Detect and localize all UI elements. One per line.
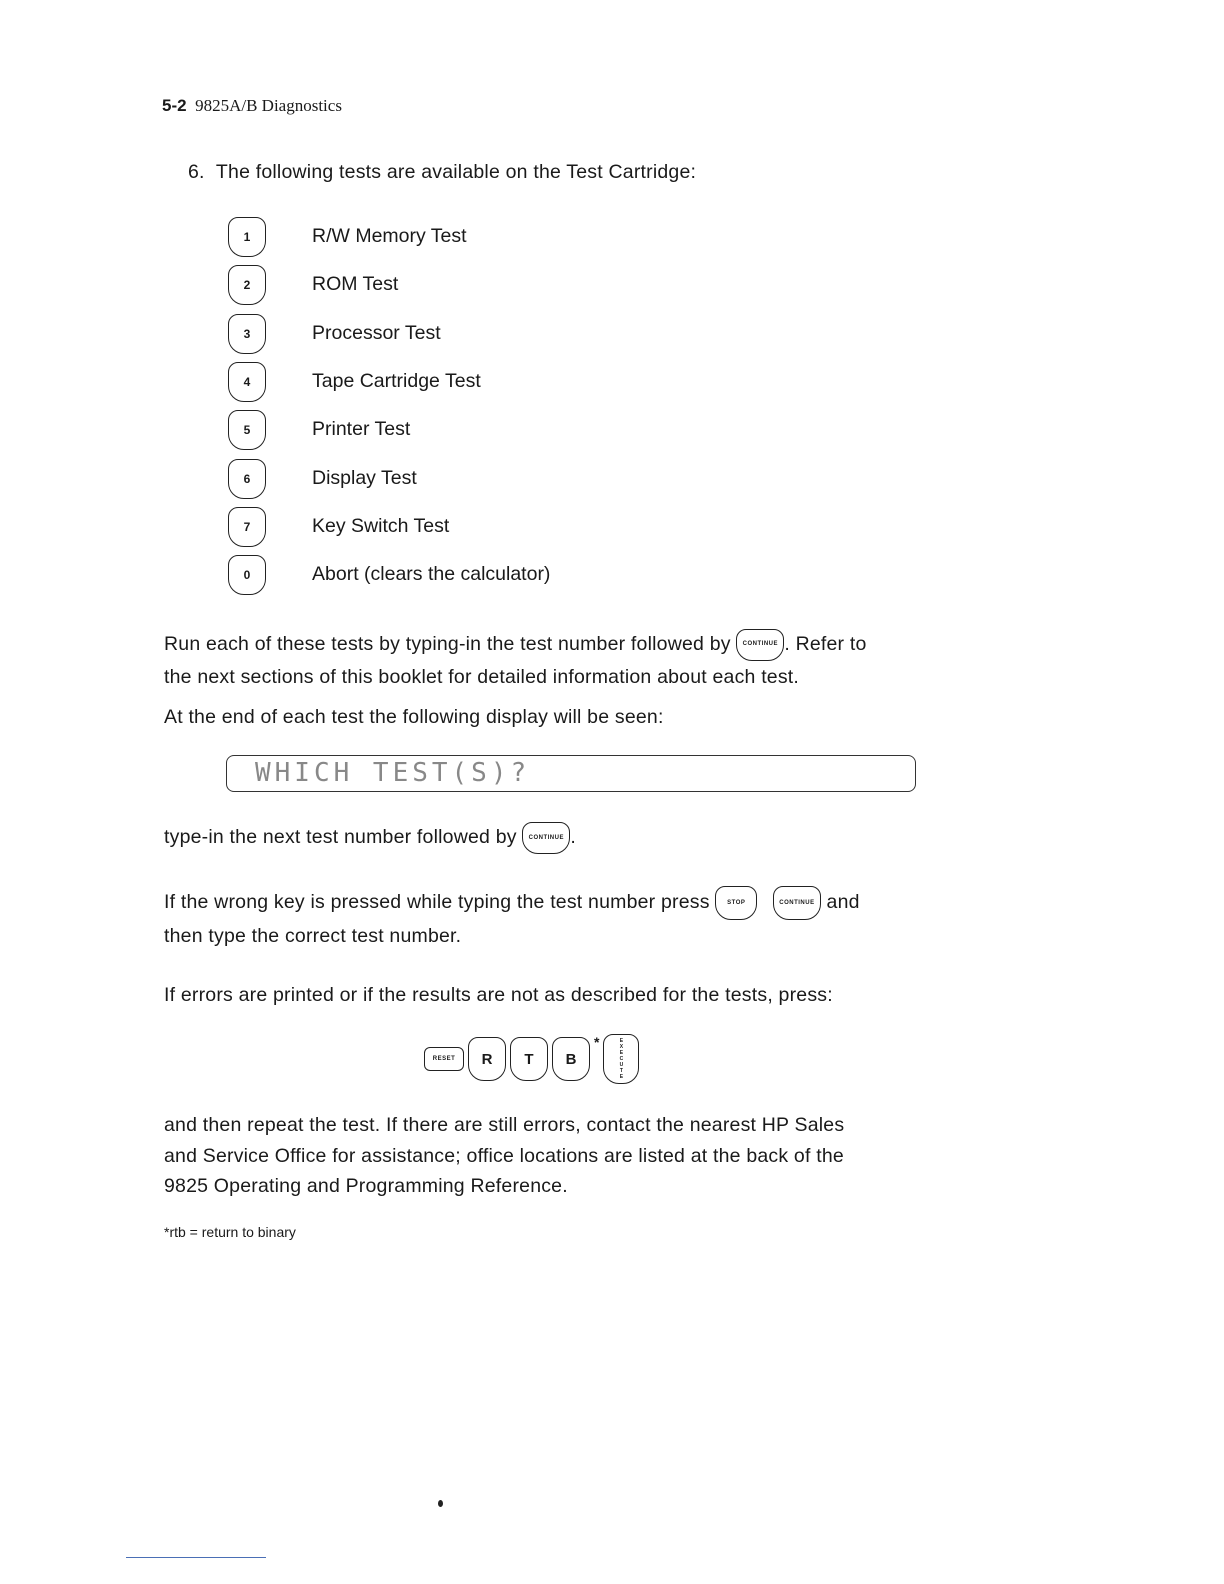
test-label: R/W Memory Test xyxy=(312,225,467,247)
t-key: T xyxy=(510,1037,548,1081)
key-sequence xyxy=(424,1034,639,1084)
number-key-2: 2 xyxy=(228,265,266,305)
text: If the wrong key is pressed while typing the test number press xyxy=(164,891,710,914)
continue-key: CONTINUE xyxy=(736,629,784,661)
test-label: ROM Test xyxy=(312,273,399,296)
item-number: 6. xyxy=(188,161,205,183)
text: the next sections of this booklet for detailed information about each test. xyxy=(164,666,800,688)
number-key-3: 3 xyxy=(228,314,266,354)
test-label: Key Switch Test xyxy=(312,514,450,537)
number-key-0: 0 xyxy=(228,555,266,595)
r-key: R xyxy=(468,1037,506,1081)
text: type-in the next test number followed by xyxy=(164,826,517,849)
execute-key: EXECUTE xyxy=(603,1034,639,1084)
intro xyxy=(188,161,696,184)
bottom-rule xyxy=(126,1557,266,1558)
test-label: Display Test xyxy=(312,466,417,489)
test-label: Printer Test xyxy=(312,418,411,441)
reset-key: RESET xyxy=(424,1047,464,1071)
text: Run each of these tests by typing-in the test number followed by xyxy=(164,633,731,655)
text: and xyxy=(826,891,860,914)
number-key-1: 1 xyxy=(228,217,266,257)
text: then type the correct test number. xyxy=(164,925,462,947)
text: . xyxy=(570,826,576,849)
continue-key: CONTINUE xyxy=(773,886,821,920)
b-key: B xyxy=(552,1037,590,1081)
header-title: 9825A/B Diagnostics xyxy=(195,96,342,115)
footnote: *rtb = return to binary xyxy=(164,1224,296,1240)
paragraph-repeat xyxy=(164,1110,844,1202)
test-label: Tape Cartridge Test xyxy=(312,369,481,392)
text: . Refer to xyxy=(784,633,867,655)
number-key-4: 4 xyxy=(228,362,266,402)
test-label: Processor Test xyxy=(312,321,441,344)
intro-text: The following tests are available on the Test Cartridge: xyxy=(215,161,697,183)
paragraph-end-of-test: At the end of each test the following display will be seen: xyxy=(164,706,664,728)
dot-mark xyxy=(438,1500,443,1507)
text-line: 9825 Operating and Programming Reference. xyxy=(164,1175,568,1197)
paragraph-run-tests xyxy=(164,628,944,694)
text-line: and Service Office for assistance; office locations are listed at the back of the xyxy=(164,1144,844,1167)
number-key-5: 5 xyxy=(228,410,266,450)
stop-key: STOP xyxy=(715,886,757,920)
paragraph-wrong-key xyxy=(164,886,944,953)
asterisk: * xyxy=(594,1034,600,1050)
page-header xyxy=(162,96,342,116)
display-text: WHICH TEST(S)? xyxy=(255,758,531,788)
paragraph-next-test xyxy=(164,822,576,854)
calculator-display xyxy=(226,755,916,792)
number-key-7: 7 xyxy=(228,507,266,547)
paragraph-errors: If errors are printed or if the results are not as described for the tests, press: xyxy=(164,984,833,1006)
test-label: Abort (clears the calculator) xyxy=(312,563,551,586)
text-line: and then repeat the test. If there are still errors, contact the nearest HP Sales xyxy=(164,1114,845,1136)
continue-key: CONTINUE xyxy=(522,822,570,854)
page-number: 5-2 xyxy=(162,96,187,115)
number-key-6: 6 xyxy=(228,459,266,499)
